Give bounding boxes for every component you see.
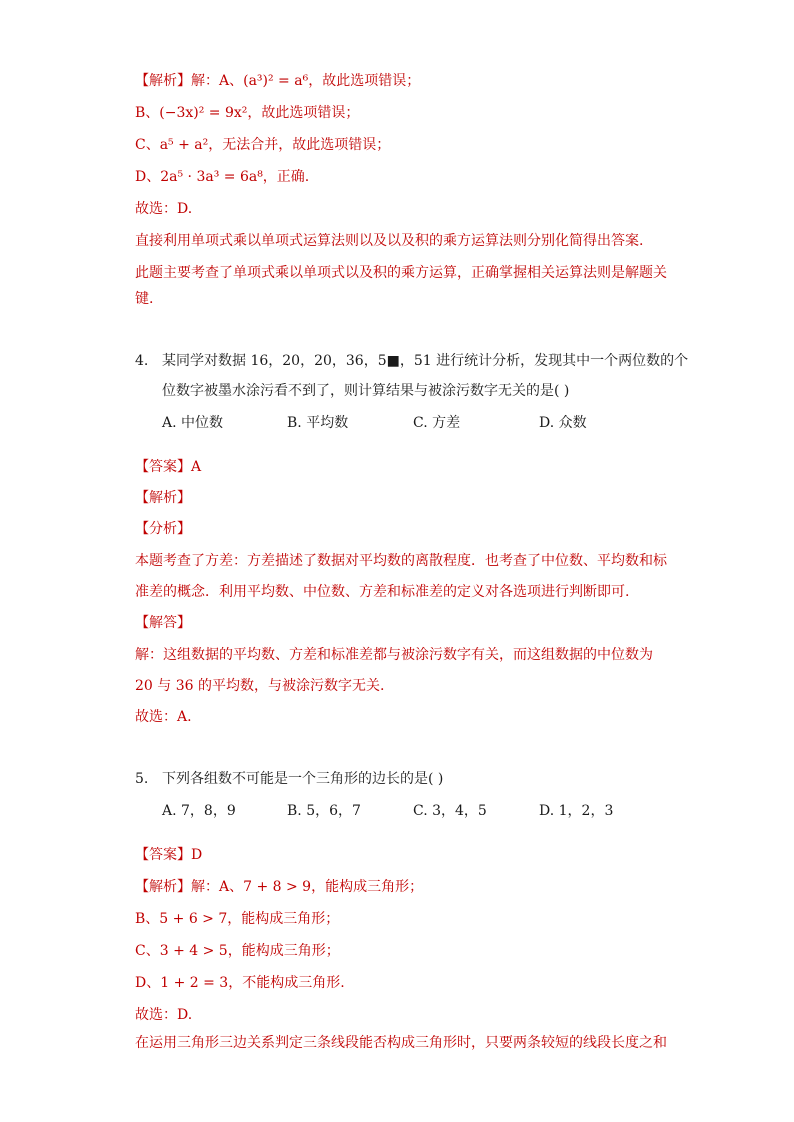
q5-answer: 【答案】D	[135, 847, 203, 863]
q4-option-b: B. 平均数	[287, 415, 349, 431]
q3-analysis-line-3: C、a⁵ + a²，无法合并，故此选项错误；	[135, 137, 391, 153]
q4-solution-line-1: 解：这组数据的平均数、方差和标准差都与被涂污数字有关，而这组数据的中位数为	[135, 647, 653, 663]
q4-jiexi-label: 【解析】	[135, 490, 191, 506]
q4-question-line-1: 某同学对数据 16，20，20，36，5■，51 进行统计分析，发现其中一个两位数的个	[162, 353, 689, 369]
q4-answer: 【答案】A	[135, 459, 202, 475]
q4-jieda-label: 【解答】	[135, 615, 191, 631]
q4-option-a: A. 中位数	[162, 415, 224, 431]
q3-summary-2: 键.	[135, 291, 154, 307]
q4-question-line-2: 位数字被墨水涂污看不到了，则计算结果与被涂污数字无关的是( )	[162, 383, 570, 399]
q3-analysis-line-4: D、2a⁵ · 3a³ = 6a⁸，正确.	[135, 169, 310, 185]
q5-method: 在运用三角形三边关系判定三条线段能否构成三角形时，只要两条较短的线段长度之和	[135, 1035, 667, 1051]
q3-conclusion: 故选：D.	[135, 201, 193, 217]
q5-analysis-line-1: 【解析】解：A、7 + 8 > 9，能构成三角形；	[135, 879, 424, 895]
q4-fenxi-label: 【分析】	[135, 521, 191, 537]
q5-option-b: B. 5，6，7	[287, 803, 361, 819]
q4-option-c: C. 方差	[413, 415, 461, 431]
q3-analysis-line-1: 【解析】解：A、(a³)² = a⁶，故此选项错误；	[135, 73, 421, 89]
q5-option-a: A. 7，8，9	[162, 803, 236, 819]
q4-analysis-line-2: 准差的概念．利用平均数、中位数、方差和标准差的定义对各选项进行判断即可.	[135, 584, 630, 600]
q4-number: 4.	[135, 353, 149, 369]
q4-analysis-line-1: 本题考查了方差：方差描述了数据对平均数的离散程度．也考查了中位数、平均数和标	[135, 553, 667, 569]
q4-conclusion: 故选：A.	[135, 709, 192, 725]
q3-summary-1: 此题主要考查了单项式乘以单项式以及积的乘方运算，正确掌握相关运算法则是解题关	[135, 265, 667, 281]
q5-option-c: C. 3，4，5	[413, 803, 487, 819]
q3-analysis-line-2: B、(−3x)² = 9x²，故此选项错误；	[135, 105, 360, 121]
q4-option-d: D. 众数	[539, 415, 587, 431]
q5-number: 5.	[135, 771, 149, 787]
q5-analysis-line-3: C、3 + 4 > 5，能构成三角形；	[135, 943, 340, 959]
q4-solution-line-2: 20 与 36 的平均数，与被涂污数字无关.	[135, 678, 385, 694]
q5-analysis-line-4: D、1 + 2 = 3，不能构成三角形.	[135, 975, 345, 991]
q5-conclusion: 故选：D.	[135, 1007, 193, 1023]
q5-option-d: D. 1，2，3	[539, 803, 614, 819]
q5-analysis-line-2: B、5 + 6 > 7，能构成三角形；	[135, 911, 340, 927]
q5-question: 下列各组数不可能是一个三角形的边长的是( )	[162, 771, 444, 787]
q3-method: 直接利用单项式乘以单项式运算法则以及以及积的乘方运算法则分别化简得出答案.	[135, 233, 644, 249]
